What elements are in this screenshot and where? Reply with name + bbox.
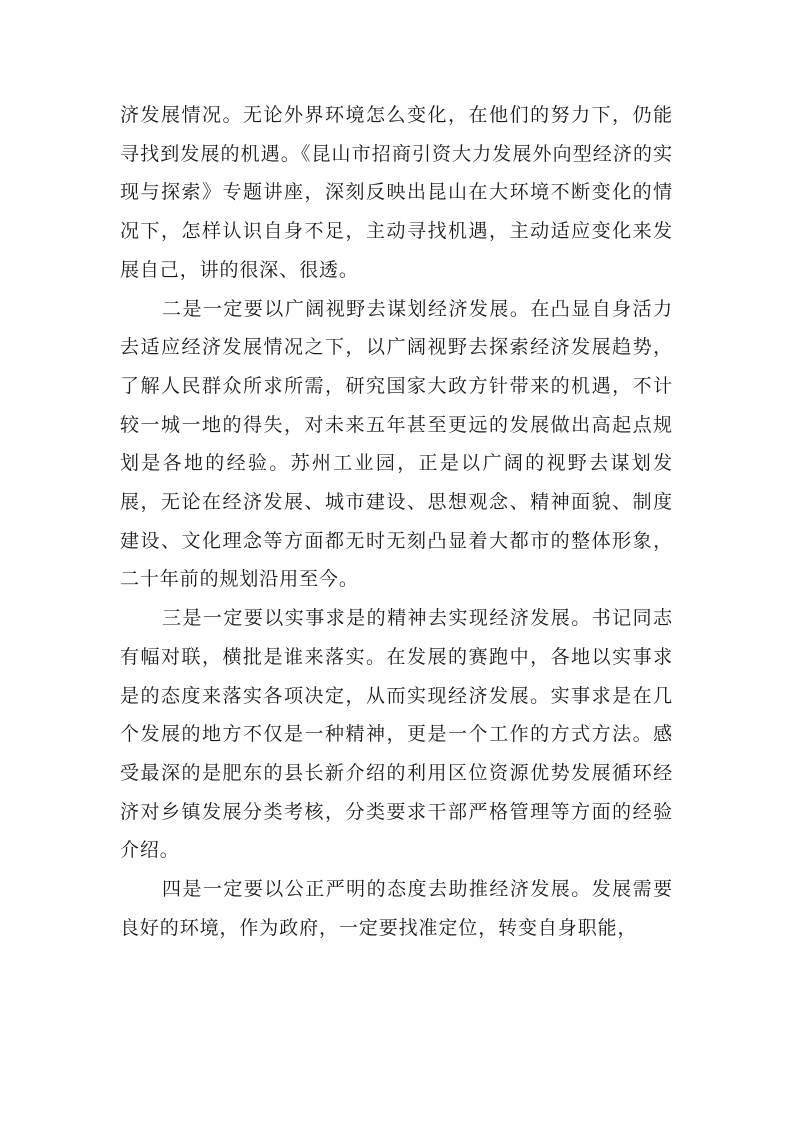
paragraph-1: 济发展情况。无论外界环境怎么变化，在他们的努力下，仍能寻找到发展的机遇。《昆山市招商引资大力发展外向型经济的实现与探索》专题讲座，深刻反映出昆山在大环境不断变化的情况下，怎样认识自身不足，主动寻找机遇，主动适应变化来发展自己，讲的很深、很透。 xyxy=(120,104,673,281)
paragraph-3: 三是一定要以实事求是的精神去实现经济发展。书记同志有幅对联，横批是谁来落实。在发展的赛跑中，各地以实事求是的态度来落实各项决定，从而实现经济发展。实事求是在几个发展的地方不仅是一种精神，更是一个工作的方式方法。感受最深的是肥东的县长新介绍的利用区位资源优势发展循环经济对乡镇发展分类考核，分类要求干部严格管理等方面的经验介绍。 xyxy=(120,607,673,862)
document-body xyxy=(120,96,673,947)
paragraph-2: 二是一定要以广阔视野去谋划经济发展。在凸显自身活力去适应经济发展情况之下，以广阔视野去探索经济发展趋势，了解人民群众所求所需，研究国家大政方针带来的机遇，不计较一城一地的得失，对未来五年甚至更远的发展做出高起点规划是各地的经验。苏州工业园，正是以广阔的视野去谋划发展，无论在经济发展、城市建设、思想观念、精神面貌、制度建设、文化理念等方面都无时无刻凸显着大都市的整体形象，二十年前的规划沿用至今。 xyxy=(120,297,673,591)
paragraph-4: 四是一定要以公正严明的态度去助推经济发展。发展需要良好的环境，作为政府，一定要找准定位，转变自身职能， xyxy=(120,878,673,939)
